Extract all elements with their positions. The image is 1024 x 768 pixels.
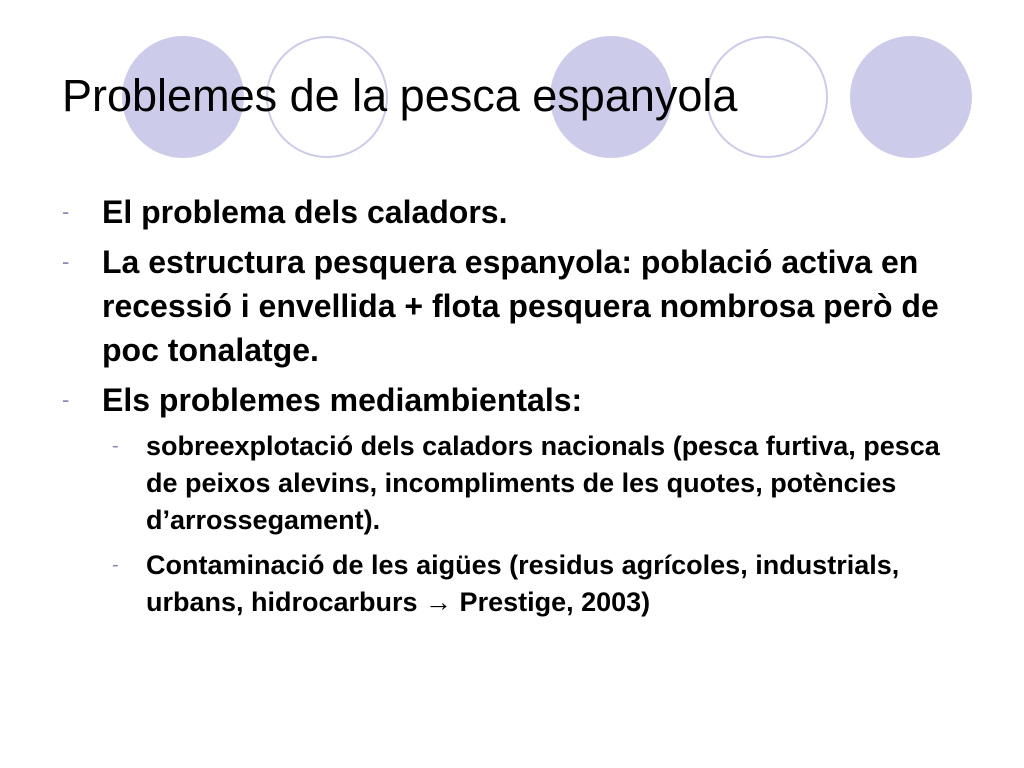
bullet-text: La estructura pesquera espanyola: població activa en recessió i envellida + flota pesquera nombrosa però de poc tonalatge. bbox=[102, 244, 939, 368]
bullet-item bbox=[62, 378, 962, 422]
bullet-list bbox=[62, 190, 962, 629]
bullet-item bbox=[62, 240, 962, 372]
bullet-marker: - bbox=[112, 435, 119, 457]
bullet-marker: - bbox=[112, 554, 119, 576]
sub-bullet-text: sobreexplotació dels caladors nacionals (pesca furtiva, pesca de peixos alevins, incompliments de les quotes, potències d’arrossegament). bbox=[146, 431, 940, 535]
sub-bullet-item bbox=[62, 547, 962, 621]
bullet-item bbox=[62, 190, 962, 234]
bullet-marker: - bbox=[62, 249, 70, 274]
bullet-marker: - bbox=[62, 387, 70, 412]
slide-title: Problemes de la pesca espanyola bbox=[62, 70, 738, 121]
bullet-text: Els problemes mediambientals: bbox=[102, 382, 583, 418]
sub-bullet-text: Contaminació de les aigües (residus agrícoles, industrials, urbans, hidrocarburs → Prestige, 2003) bbox=[146, 550, 900, 617]
sub-bullet-item bbox=[62, 428, 962, 539]
decorative-circle bbox=[850, 36, 972, 158]
bullet-text: El problema dels caladors. bbox=[102, 194, 508, 230]
bullet-marker: - bbox=[62, 199, 70, 224]
